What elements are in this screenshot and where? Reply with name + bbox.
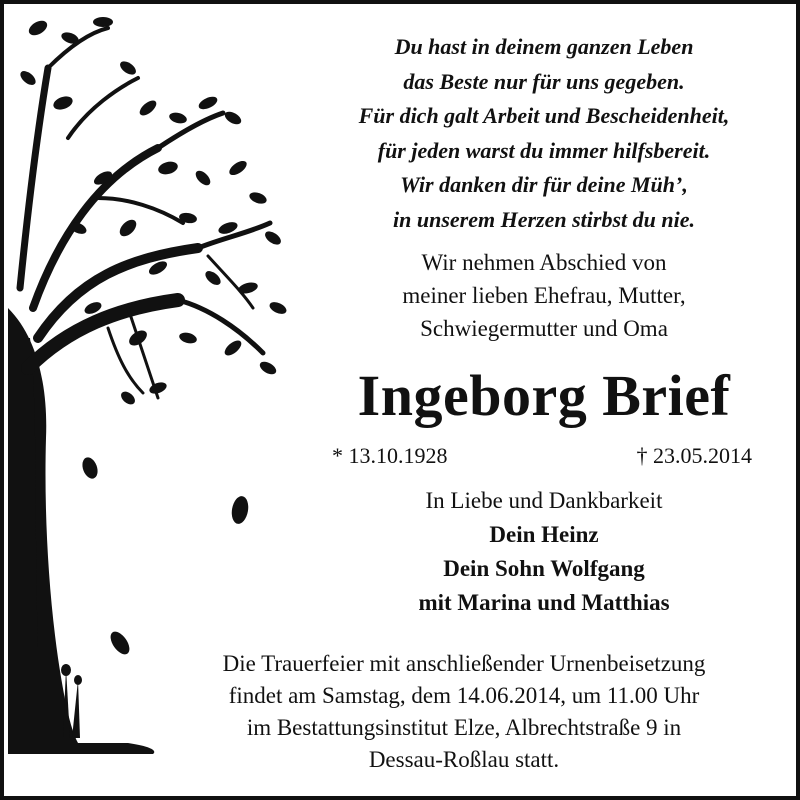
funeral-line: Die Trauerfeier mit anschließender Urnenbeisetzung [222,651,706,676]
birth-date: * 13.10.1928 [332,443,448,468]
intro-line: Schwiegermutter und Oma [420,316,668,341]
funeral-details [144,648,784,776]
poem-line: Wir danken dir für deine Müh’, [400,172,688,197]
mourner-name: Dein Heinz [489,522,599,547]
poem-line: in unserem Herzen stirbst du nie. [393,206,695,232]
life-dates [332,440,752,472]
poem-line: Du hast in deinem ganzen Leben [394,34,694,59]
farewell-intro [304,246,784,345]
funeral-line: Dessau-Roßlau statt. [368,747,560,772]
deceased-name: Ingeborg Brief [357,363,731,428]
poem-line: für jeden warst du immer hilfsbereit. [377,137,711,163]
poem-line: Für dich galt Arbeit und Bescheidenheit, [358,103,730,128]
intro-line: Wir nehmen Abschied von [421,250,667,275]
intro-line: meiner lieben Ehefrau, Mutter, [402,283,686,308]
funeral-line: im Bestattungsinstitut Elze, Albrechtstraße 9 in [246,715,682,740]
signature-intro: In Liebe und Dankbarkeit [425,488,663,513]
mourner-name: mit Marina und Matthias [418,590,670,615]
memorial-poem [304,30,784,237]
funeral-line: findet am Samstag, dem 14.06.2014, um 11.00 Uhr [228,683,700,708]
mourners-signature [304,484,784,620]
death-date: † 23.05.2014 [636,443,752,468]
mourner-name: Dein Sohn Wolfgang [443,556,645,581]
poem-line: das Beste nur für uns gegeben. [403,68,685,94]
